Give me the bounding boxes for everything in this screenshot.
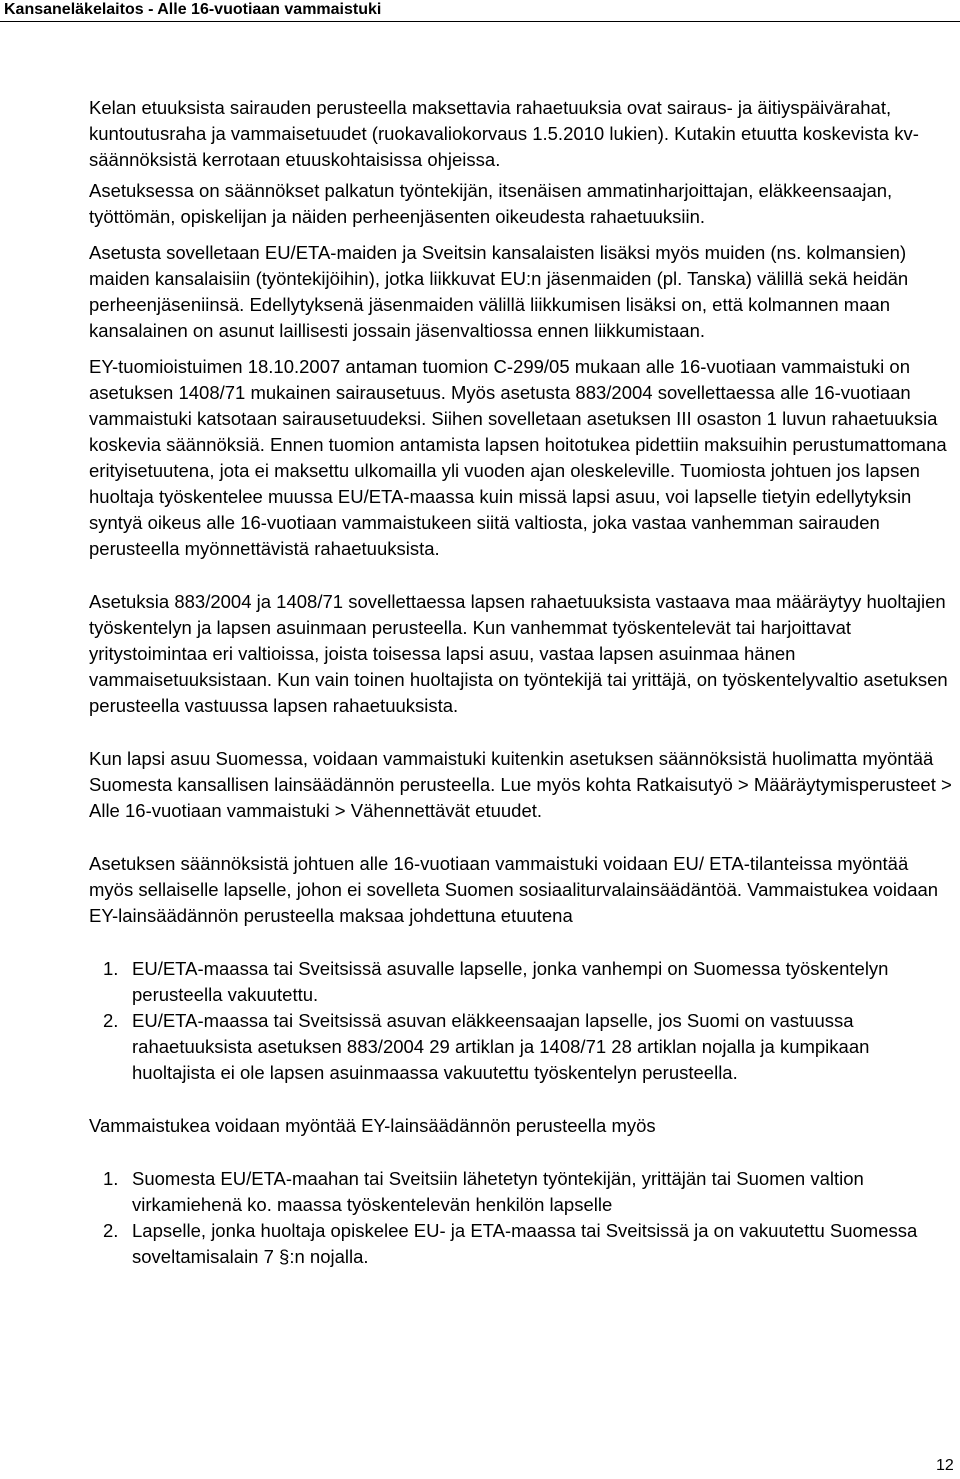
list-item-number: 2. — [103, 1010, 119, 1031]
page-number: 12 — [936, 1457, 954, 1474]
page-header — [0, 0, 960, 19]
list-item-number: 1. — [103, 1168, 119, 1189]
list-item-number: 1. — [103, 958, 119, 979]
list-johdettu-etuus — [89, 956, 955, 1086]
paragraph-kansallinen-lainsaadanto: Kun lapsi asuu Suomessa, voidaan vammaistuki kuitenkin asetuksen säännöksistä huolimatta myöntää Suomesta kansallisen lainsäädännön perusteella. Lue myös kohta Ratkaisutyö > Määräytymisperusteet > Alle 16-vuotiaan vammaistuki > Vähennettävät etuudet. — [89, 748, 952, 821]
list-item — [89, 1218, 955, 1270]
list-item-text: EU/ETA-maassa tai Sveitsissä asuvalle lapselle, jonka vanhempi on Suomessa työskentelyn perusteella vakuutettu. — [132, 958, 889, 1005]
list-myonnetaan-myos — [89, 1166, 955, 1270]
paragraph-myonnetaan-myos: Vammaistukea voidaan myöntää EY-lainsäädännön perusteella myös — [89, 1115, 656, 1136]
paragraph-asetuksen-saannokset: Asetuksessa on säännökset palkatun työntekijän, itsenäisen ammatinharjoittajan, eläkkeensaajan, työttömän, opiskelijan ja näiden perheenjäsenten oikeudesta rahaetuuksiin. — [89, 180, 893, 227]
paragraph-vastaava-maa: Asetuksia 883/2004 ja 1408/71 sovellettaessa lapsen rahaetuuksista vastaava maa määräytyy huoltajien työskentelyn ja lapsen asuinmaan perusteella. Kun vanhemmat työskentelevät tai harjoittavat yritystoimintaa eri valtioissa, joista toisessa lapsi asuu, vastaa lapsen asuinmaa hänen vammaisetuuksistaan. Kun vain toinen huoltajista on työntekijä tai yrittäjä, on työskentelyvaltio asetuksen perusteella vastuussa lapsen rahaetuuksista. — [89, 591, 948, 716]
paragraph-johdettu-etuus: Asetuksen säännöksistä johtuen alle 16-vuotiaan vammaistuki voidaan EU/ ETA-tilanteissa myöntää myös sellaiselle lapselle, johon ei sovelleta Suomen sosiaaliturvalainsäädäntöä. Vammaistukea voidaan EY-lainsäädännön perusteella maksaa johdettuna etuutena — [89, 853, 939, 926]
paragraph-ey-tuomioistuin: EY-tuomioistuimen 18.10.2007 antaman tuomion C-299/05 mukaan alle 16-vuotiaan vammaistuki on asetuksen 1408/71 mukainen sairausetuus. Myös asetusta 883/2004 sovellettaessa alle 16-vuotiaan vammaistuki katsotaan sairausetuudeksi. Siihen sovelletaan asetuksen III osaston 1 luvun rahaetuuksia koskevia säännöksiä. Ennen tuomion antamista lapsen hoitotukea pidettiin maksuihin perustumattomana erityisetuutena, jota ei maksettu ulkomailla yli vuoden ajan oleskeleville. Tuomiosta johtuen jos lapsen huoltaja työskentelee muussa EU/ETA-maassa kuin missä lapsi asuu, voi lapselle tietyin edellytyksin syntyä oikeus alle 16-vuotiaan vammaistukeen siitä valtiosta, joka vastaa vanhemman sairauden perusteella myönnettävistä rahaetuuksista. — [89, 356, 947, 559]
list-item-text: EU/ETA-maassa tai Sveitsissä asuvan eläkkeensaajan lapselle, jos Suomi on vastuussa rahaetuuksista asetuksen 883/2004 29 artiklan ja 1408/71 28 artiklan nojalla ja kumpikaan huoltajista ei ole lapsen asuinmaassa vakuutettu työskentelyn perusteella. — [132, 1010, 870, 1083]
paragraph-asetuksen-soveltaminen: Asetusta sovelletaan EU/ETA-maiden ja Sveitsin kansalaisten lisäksi myös muiden (ns. kolmansien) maiden kansalaisiin (työntekijöihin), jotka liikkuvat EU:n jäsenmaiden (pl. Tanska) välillä sekä heidän perheenjäseniinsä. Edellytyksenä jäsenmaiden välillä liikkumisen lisäksi on, että kolmannen maan kansalainen on asunut laillisesti jossain jäsenvaltiossa ennen liikkumistaan. — [89, 242, 909, 341]
list-item — [89, 1166, 955, 1218]
header-rule — [0, 21, 960, 22]
list-item — [89, 956, 955, 1008]
list-item-text: Suomesta EU/ETA-maahan tai Sveitsiin lähetetyn työntekijän, yrittäjän tai Suomen valtion virkamiehenä ko. maassa työskentelevän henkilön lapselle — [132, 1168, 864, 1215]
list-item — [89, 1008, 955, 1086]
document-body — [89, 95, 955, 1270]
list-item-text: Lapselle, jonka huoltaja opiskelee EU- ja ETA-maassa tai Sveitsissä ja on vakuutettu Suomessa soveltamisalain 7 §:n nojalla. — [132, 1220, 918, 1267]
list-item-number: 2. — [103, 1220, 119, 1241]
paragraph-rahaetuudet: Kelan etuuksista sairauden perusteella maksettavia rahaetuuksia ovat sairaus- ja äitiyspäivärahat, kuntoutusraha ja vammaisetuudet (ruokavaliokorvaus 1.5.2010 lukien). Kutakin etuutta koskevista kv-säännöksistä kerrotaan etuuskohtaisissa ohjeissa. — [89, 97, 919, 170]
header-title: Kansaneläkelaitos - Alle 16-vuotiaan vammaistuki — [4, 1, 382, 18]
